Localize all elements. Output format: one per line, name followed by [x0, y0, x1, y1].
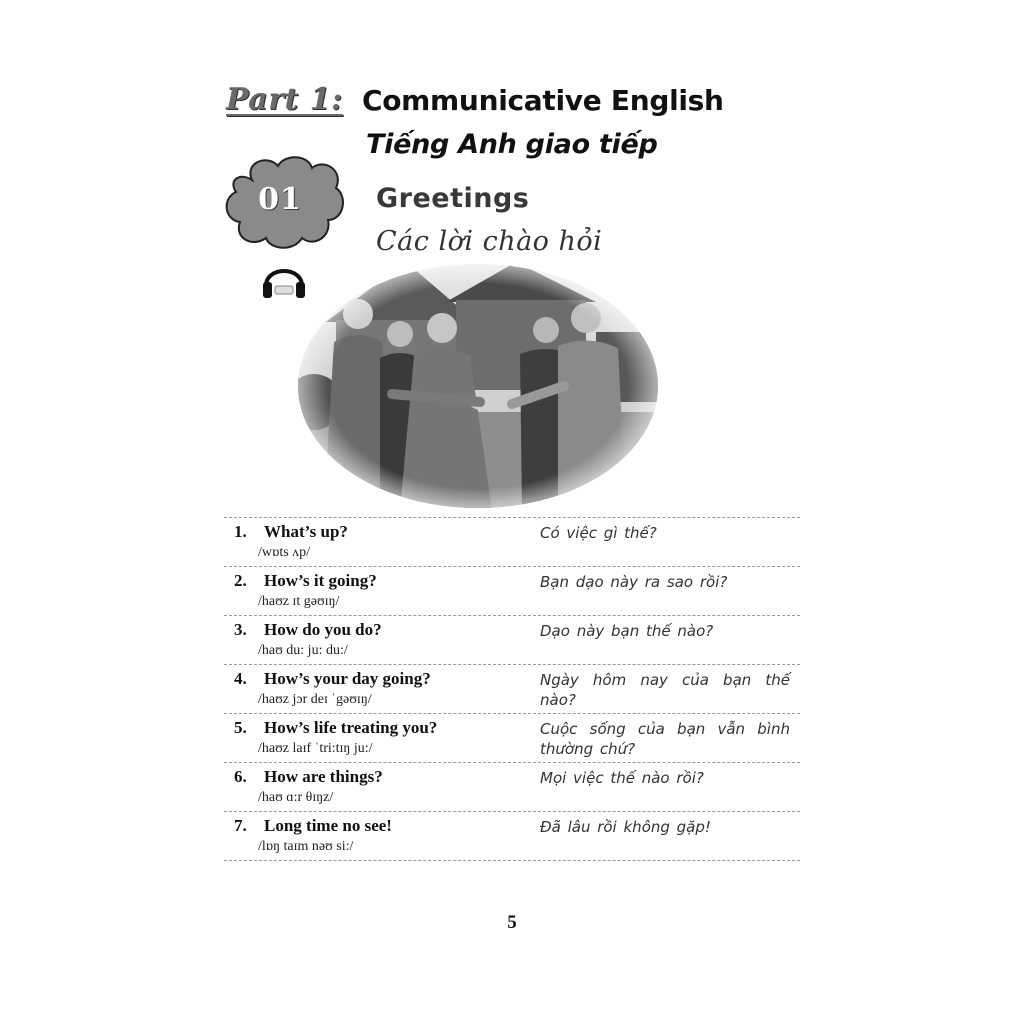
phrase-ipa: /haʊz laɪf ˈtri:tɪŋ ju:/ [258, 741, 373, 756]
table-row [224, 518, 800, 567]
phrase-ipa: /haʊz jɔr deɪ ˈgəʊɪŋ/ [258, 692, 372, 707]
phrase-meaning: Dạo này bạn thế nào? [540, 622, 714, 640]
table-row [224, 616, 800, 665]
lesson-title: Greetings [376, 183, 530, 214]
table-row [224, 714, 800, 763]
part-title: Communicative English [362, 84, 724, 117]
phrase-ipa: /haʊ ɑ:r θɪŋz/ [258, 790, 334, 805]
table-row [224, 567, 800, 616]
phrase-ipa: /wɒts ʌp/ [258, 545, 311, 560]
phrase-number: 4. [234, 669, 247, 688]
phrase-ipa: /lɒŋ taɪm nəʊ si:/ [258, 839, 354, 854]
phrase-number: 2. [234, 571, 247, 590]
page-number: 5 [507, 912, 517, 933]
phrase-ipa: /haʊz ɪt gəʊɪŋ/ [258, 594, 340, 609]
phrase-meaning: Bạn dạo này ra sao rồi? [540, 573, 728, 591]
phrase-english: How’s life treating you? [264, 718, 438, 737]
phrase-number: 6. [234, 767, 247, 786]
phrase-number: 3. [234, 620, 247, 639]
lesson-subtitle: Các lời chào hỏi [376, 226, 603, 257]
phrase-number: 5. [234, 718, 247, 737]
phrase-english: How do you do? [264, 620, 382, 639]
table-row [224, 812, 800, 861]
phrase-meaning: Có việc gì thế? [540, 524, 657, 542]
table-row [224, 763, 800, 812]
phrase-number: 1. [234, 522, 247, 541]
part-label: Part 1: [226, 82, 343, 117]
lesson-number: 01 [258, 182, 302, 217]
part-subtitle: Tiếng Anh giao tiếp [366, 129, 658, 160]
phrase-table [224, 517, 800, 861]
phrase-english: How’s your day going? [264, 669, 431, 688]
phrase-meaning: Ngày hôm nay của bạn thế nào? [540, 671, 790, 709]
table-row [224, 665, 800, 714]
people-greeting-photo [296, 262, 660, 510]
phrase-meaning: Cuộc sống của bạn vẫn bình thường chứ? [540, 720, 790, 758]
phrase-meaning: Mọi việc thế nào rồi? [540, 769, 704, 787]
phrase-number: 7. [234, 816, 247, 835]
phrase-english: How are things? [264, 767, 383, 786]
phrase-meaning: Đã lâu rồi không gặp! [540, 818, 711, 836]
phrase-ipa: /haʊ du: ju: du:/ [258, 643, 348, 658]
phrase-english: What’s up? [264, 522, 348, 541]
phrase-english: How’s it going? [264, 571, 377, 590]
phrase-english: Long time no see! [264, 816, 392, 835]
